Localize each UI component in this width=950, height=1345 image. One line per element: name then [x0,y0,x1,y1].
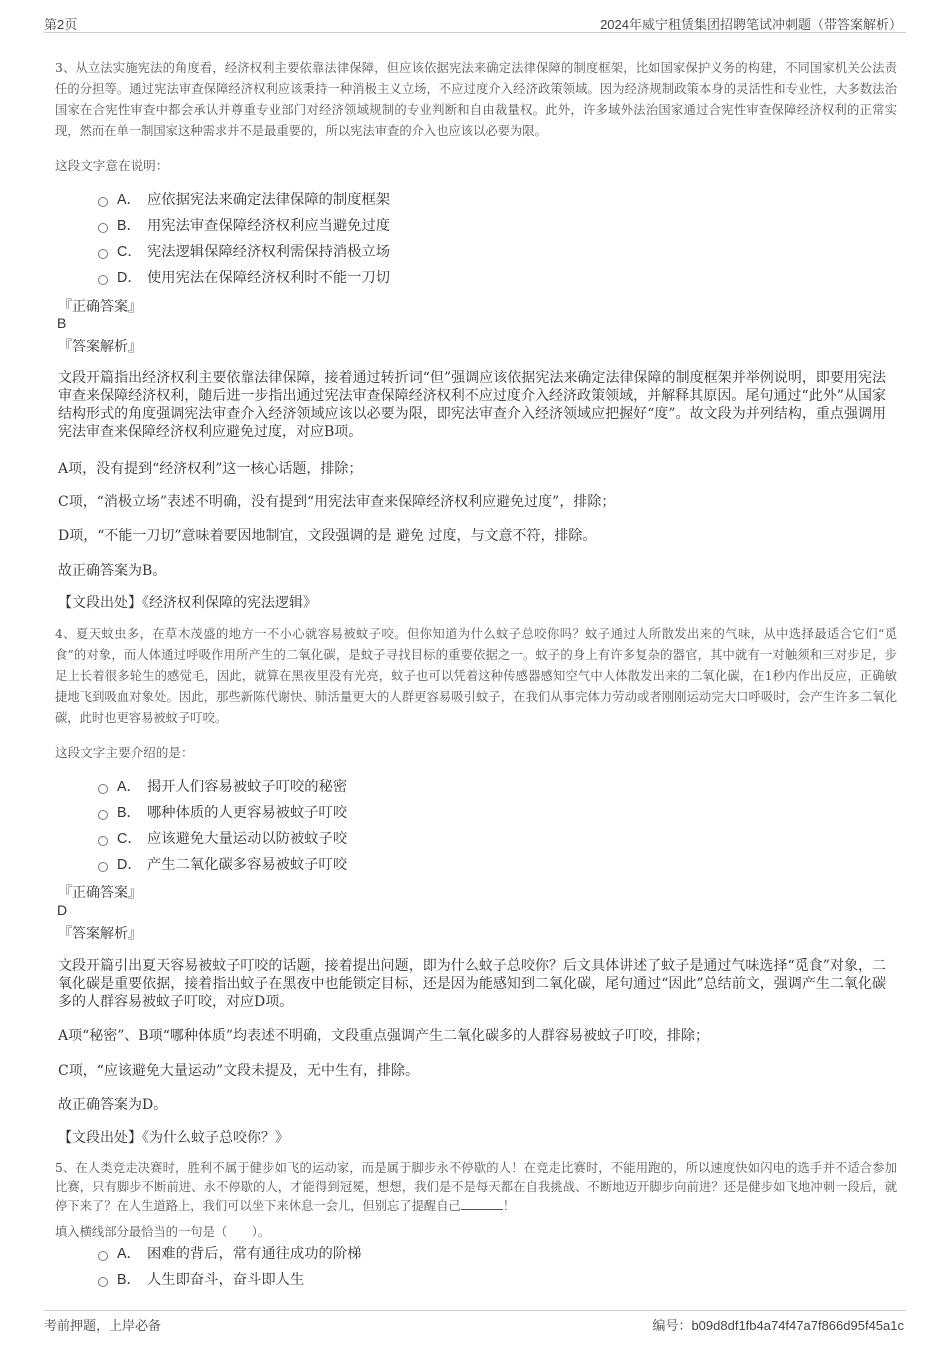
radio-icon[interactable] [98,810,108,820]
passage-source: 【文段出处】《经济权利保障的宪法逻辑》 [58,595,317,611]
radio-icon[interactable] [98,784,108,794]
question-3-passage [55,58,897,142]
correct-answer: D [57,902,68,918]
question-5-stem: 填入横线部分最恰当的一句是（ ）。 [55,1225,271,1239]
radio-icon[interactable] [98,249,108,259]
option-letter: C． [117,244,142,260]
option-text: 人生即奋斗，奋斗即人生 [147,1272,305,1288]
option-b[interactable] [98,799,347,825]
passage-text: 5、在人类竞走决赛时，胜利不属于健步如飞的运动家，而是属于脚步永不停歇的人！在竞走比赛时，不能用跑的，所以速度快如闪电的选手并不适合参加比赛，只有脚步不断前进、永不停歇的人，才能得到冠冕，想想，我们是不是每天都在自我挑战、不断地迈开脚步向前进？还是健步如飞地冲刺一段后，就停下来了？在人生道路上，我们可以坐下来休息一会儿，但别忘了提醒自己 [55,1161,897,1213]
option-letter: D． [117,270,142,286]
option-a[interactable] [98,1240,361,1266]
option-a[interactable] [98,773,347,799]
question-4-passage [55,624,897,729]
option-text: 应依据宪法来确定法律保障的制度框架 [147,192,391,208]
option-letter: B． [117,1272,141,1288]
option-letter: B． [117,805,141,821]
analysis-option-ab: A项“秘密”、B项“哪种体质”均表述不明确，文段重点强调产生二氧化碳多的人群容易被蚊子叮咬，排除； [58,1028,710,1044]
passage-text: 3、从立法实施宪法的角度看，经济权利主要依靠法律保障，但应该依据宪法来确定法律保障的制度框架，比如国家保护义务的构建，不同国家机关公法责任的分担等。通过宪法审查保障经济权利应该秉持一种消极主义立场，不应过度介入经济政策领域。因为经济规制政策本身的灵活性和专业性，大多数法治国家在合宪性审查中都会承认并尊重专业部门对经济领域规制的专业判断和自由裁量权。此外，许多域外法治国家通过合宪性审查保障经济权利的正常实现，然而在单一制国家这种需求并不是最重要的，所以宪法审查的介入也应该以必要为限。 [55,61,897,138]
analysis-text: 文段开篇指出经济权利主要依靠法律保障，接着通过转折词“但”强调应该依据宪法来确定法律保障的制度框架并举例说明，即要用宪法审查来保障经济权利，随后进一步指出通过宪法审查保障经济权利不应过度介入经济政策领域，并解释其原因。尾句通过“此外”从国家结构形式的角度强调宪法审查介入经济领域应该以必要为限，即宪法审查介入经济领域应把握好“度”。故文段为并列结构，重点强调用宪法审查来保障经济权利应避免过度，对应B项。 [58,370,886,440]
option-letter: C． [117,831,142,847]
question-5-passage [55,1159,897,1216]
analysis-option-d: D项，“不能一刀切”意味着要因地制宜，文段强调的是 避免 过度，与文意不符，排除。 [58,528,597,544]
option-d[interactable] [98,851,347,877]
document-id: 编号：b09d8df1fb4a74f47a7f866d95f45a1c [652,1318,904,1333]
conclusion: 故正确答案为D。 [58,1097,168,1113]
option-text: 揭开人们容易被蚊子叮咬的秘密 [147,779,348,795]
question-3-stem: 这段文字意在说明： [55,158,169,173]
option-letter: D． [117,857,142,873]
option-c[interactable] [98,238,390,264]
conclusion: 故正确答案为B。 [58,563,167,579]
radio-icon[interactable] [98,197,108,207]
document-title: 2024年威宁租赁集团招聘笔试冲刺题（带答案解析） [600,17,902,32]
radio-icon[interactable] [98,275,108,285]
footer-slogan: 考前押题，上岸必备 [44,1318,162,1333]
passage-source: 【文段出处】《为什么蚊子总咬你？》 [58,1130,289,1146]
analysis-label: 『答案解析』 [58,926,142,942]
option-d[interactable] [98,264,390,290]
option-letter: A． [117,1246,141,1262]
answer-label: 『正确答案』 [58,885,142,901]
passage-end: ！ [502,1199,516,1213]
option-letter: A． [117,192,141,208]
page-header [44,10,906,33]
option-b[interactable] [98,1266,361,1292]
option-text: 用宪法审查保障经济权利应当避免过度 [147,218,391,234]
page-number: 第2页 [44,17,78,32]
question-3-options [98,186,390,290]
radio-icon[interactable] [98,862,108,872]
option-a[interactable] [98,186,390,212]
option-text: 困难的背后，常有通往成功的阶梯 [147,1246,362,1262]
question-4-options [98,773,347,877]
correct-answer: B [57,315,67,331]
option-text: 宪法逻辑保障经济权利需保持消极立场 [147,244,391,260]
page-footer [44,1310,906,1335]
option-letter: A． [117,779,141,795]
radio-icon[interactable] [98,1251,108,1261]
analysis-label: 『答案解析』 [58,339,142,355]
question-4-stem: 这段文字主要介绍的是： [55,745,194,760]
option-b[interactable] [98,212,390,238]
analysis-text: 文段开篇引出夏天容易被蚊子叮咬的话题，接着提出问题，即为什么蚊子总咬你？后文具体讲述了蚊子是通过气味选择“觅食”对象，二氧化碳是重要依据，接着指出蚊子在黑夜中也能锁定目标，还是因为能感知到二氧化碳，尾句通过“因此”总结前文，强调产生二氧化碳多的人群容易被蚊子叮咬，对应D项。 [58,958,886,1010]
option-letter: B． [117,218,141,234]
analysis-option-c: C项，“消极立场”表述不明确，没有提到“用宪法审查来保障经济权利应避免过度”，排除； [58,494,616,510]
fill-blank [461,1197,503,1210]
option-text: 产生二氧化碳多容易被蚊子叮咬 [147,857,348,873]
answer-label: 『正确答案』 [58,299,142,315]
option-text: 应该避免大量运动以防被蚊子咬 [147,831,348,847]
option-c[interactable] [98,825,347,851]
passage-text: 4、夏天蚊虫多，在草木茂盛的地方一不小心就容易被蚊子咬。但你知道为什么蚊子总咬你吗？蚊子通过人所散发出来的气味，从中选择最适合它们“觅食”的对象，而人体通过呼吸作用所产生的二氧化碳，是蚊子寻找目标的重要依据之一。蚊子的身上有许多复杂的器官，其中就有一对触须和三对步足，步足上长着很多轮生的感觉毛，因此，就算在黑夜里没有光亮，蚊子也可以凭着这种传感器感知空气中人体散发出来的二氧化碳，在1秒内作出反应，正确敏捷地飞到吸血对象处。因此，那些新陈代谢快、肺活量更大的人群更容易吸引蚊子，在我们从事完体力劳动或者刚刚运动完大口呼吸时，会产生许多二氧化碳，此时也更容易被蚊子叮咬。 [55,627,897,725]
radio-icon[interactable] [98,223,108,233]
option-text: 哪种体质的人更容易被蚊子叮咬 [147,805,348,821]
analysis-option-a: A项，没有提到“经济权利”这一核心话题，排除； [58,461,363,477]
question-5-options [98,1240,361,1292]
option-text: 使用宪法在保障经济权利时不能一刀切 [147,270,391,286]
radio-icon[interactable] [98,1277,108,1287]
radio-icon[interactable] [98,836,108,846]
analysis-option-c: C项，“应该避免大量运动”文段未提及，无中生有，排除。 [58,1063,420,1079]
